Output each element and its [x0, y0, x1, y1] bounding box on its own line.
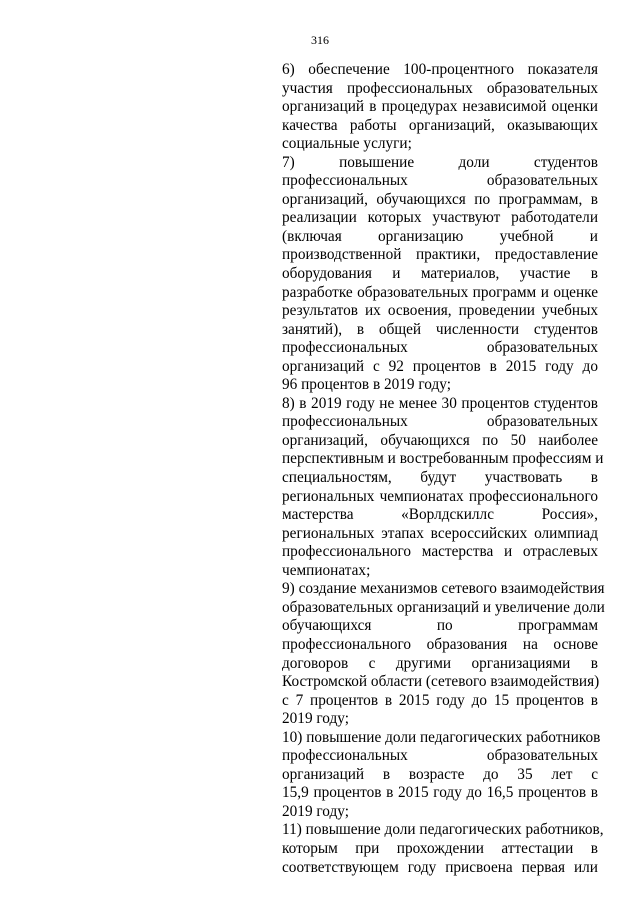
text-line: результатов их освоения, проведении учебных [282, 302, 598, 320]
text-line: 96 процентов в 2019 году; [282, 376, 451, 394]
paragraph-item-10 [282, 728, 601, 822]
text-line: специальностям, будут участвовать в [282, 469, 598, 487]
text-line: разработке образовательных программ и оценке [282, 283, 598, 301]
text-line: организаций, обучающихся по программам, в [282, 190, 598, 208]
text-line: профессионального образования на основе [282, 635, 598, 653]
paragraph-item-6 [282, 61, 598, 154]
text-line: профессиональных образовательных [282, 339, 598, 357]
text-line: соответствующем году присвоена первая или [282, 858, 598, 876]
text-line: реализации которых участвуют работодатели [282, 209, 598, 227]
text-line: региональных этапах всероссийских олимпиад [282, 524, 598, 542]
text-line: 6) обеспечение 100-процентного показателя [282, 61, 598, 78]
paragraph-item-11 [282, 821, 604, 877]
text-line: образовательных организаций и увеличение доли [282, 598, 605, 616]
text-line: перспективным и востребованным профессиям и [282, 450, 604, 468]
text-line: региональных чемпионатах профессионального [282, 487, 598, 505]
text-line: 9) создание механизмов сетевого взаимодействия [282, 580, 605, 598]
text-line: качества работы организаций, оказывающих [282, 116, 598, 134]
text-line: Костромской области (сетевого взаимодействия) [282, 673, 600, 691]
text-line: организаций в процедурах независимой оценки [282, 98, 598, 116]
text-line: чемпионатах; [282, 561, 371, 579]
text-line: производственной практики, предоставление [282, 246, 598, 264]
text-line: занятий), в общей численности студентов [282, 320, 598, 338]
text-line: профессиональных образовательных [282, 172, 598, 190]
text-line: 10) повышение доли педагогических работников [282, 728, 601, 746]
text-line: профессиональных образовательных [282, 747, 598, 765]
text-line: 8) в 2019 году не менее 30 процентов студентов [282, 394, 598, 412]
paragraph-item-9 [282, 580, 605, 728]
text-line: 2019 году; [282, 802, 349, 820]
text-line: 11) повышение доли педагогических работников, [282, 821, 604, 839]
text-line: профессионального мастерства и отраслевых [282, 543, 598, 561]
text-line: с 7 процентов в 2015 году до 15 процентов в [282, 691, 598, 709]
page-number: 316 [311, 33, 329, 47]
text-line: 15,9 процентов в 2015 году до 16,5 процентов в [282, 784, 598, 802]
text-line: социальные услуги; [282, 135, 412, 153]
text-line: мастерства «Ворлдскиллс Россия», [282, 506, 598, 524]
document-text-column [282, 61, 605, 877]
text-line: организаций, обучающихся по 50 наиболее [282, 431, 598, 449]
text-line: оборудования и материалов, участие в [282, 265, 598, 283]
text-line: профессиональных образовательных [282, 413, 598, 431]
text-line: договоров с другими организациями в [282, 654, 598, 672]
text-line: организаций в возрасте до 35 лет с [282, 765, 598, 783]
paragraph-item-8 [282, 394, 604, 580]
text-line: обучающихся по программам [282, 617, 598, 635]
text-line: 2019 году; [282, 710, 349, 728]
text-line: которым при прохождении аттестации в [282, 839, 598, 857]
text-line: организаций с 92 процентов в 2015 году до [282, 357, 598, 375]
text-line: 7) повышение доли студентов [282, 153, 598, 171]
paragraph-item-7 [282, 154, 598, 395]
text-line: (включая организацию учебной и [282, 227, 598, 245]
text-line: участия профессиональных образовательных [282, 79, 598, 97]
